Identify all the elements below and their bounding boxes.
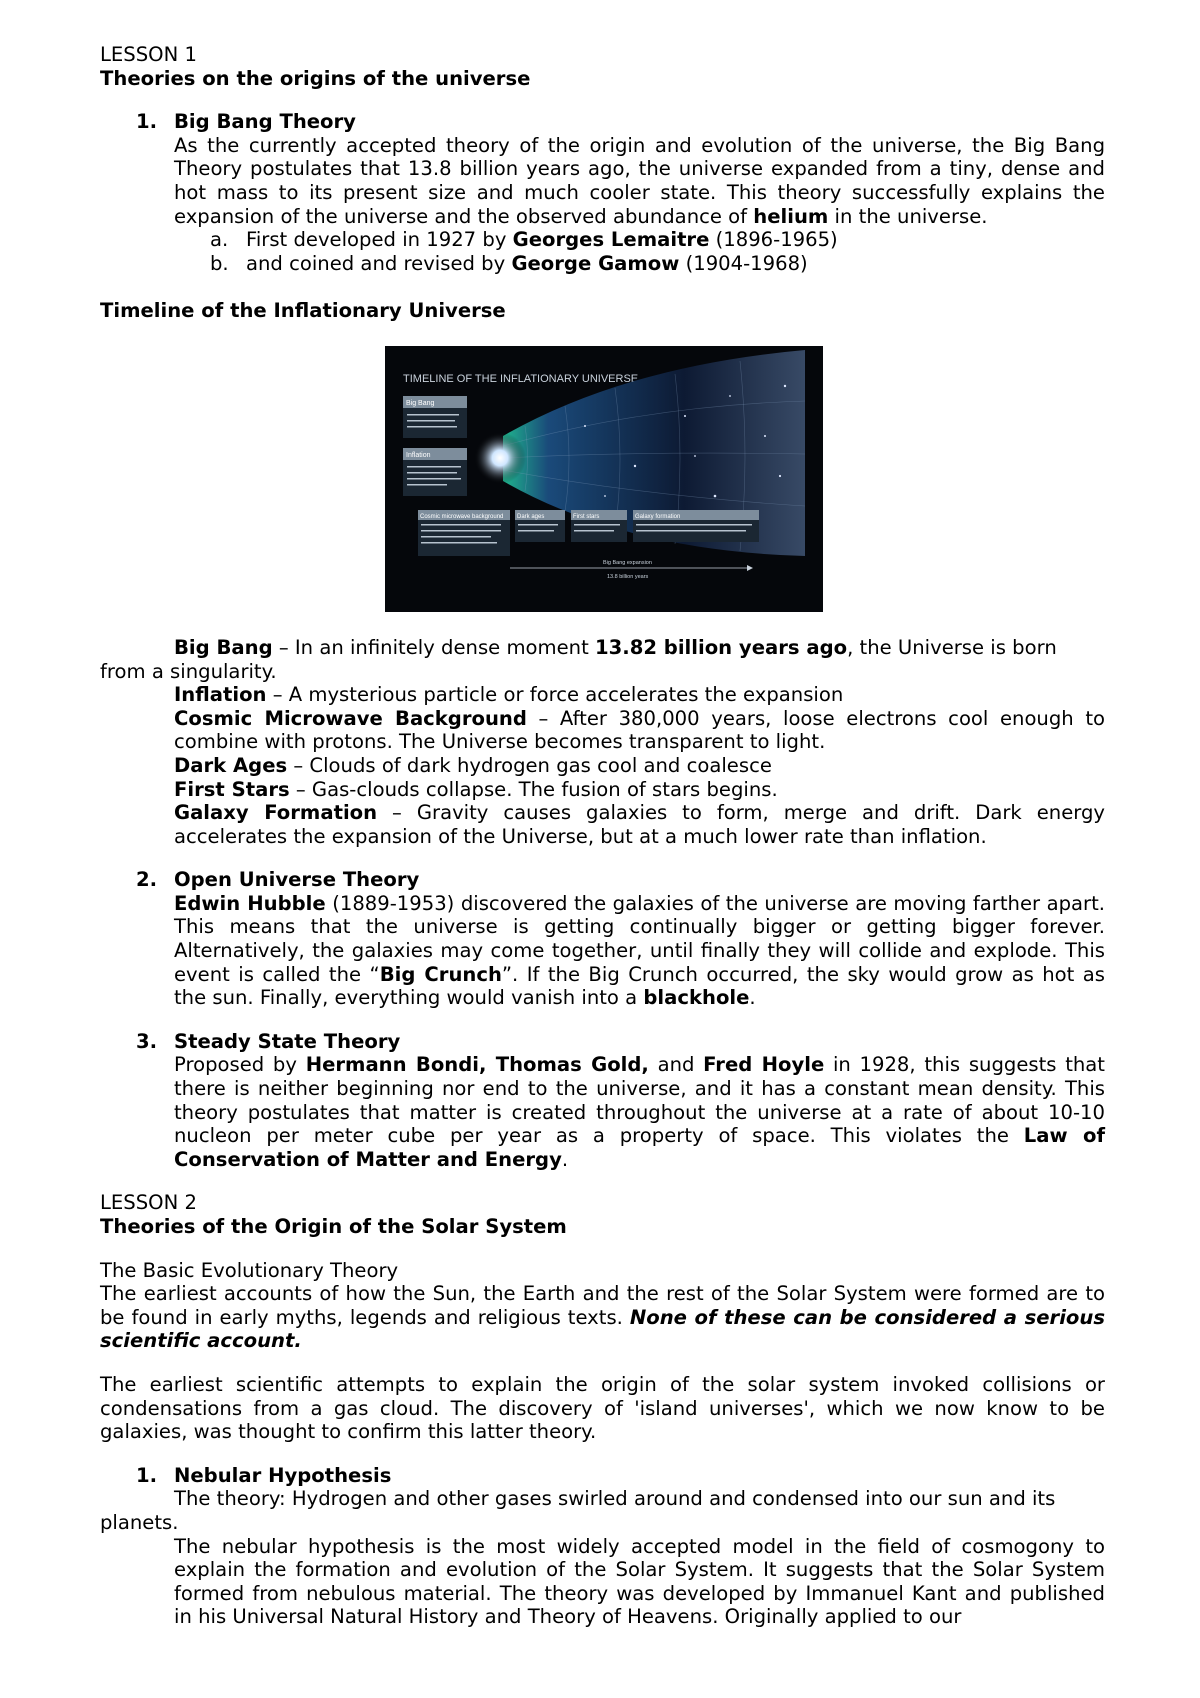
basic-evolutionary-paragraph: The earliest accounts of how the Sun, the Earth and the rest of the Solar System were formed are to be found in early myths, legends and religious texts. None of these can be considered a serious scientific account. bbox=[100, 1282, 1105, 1353]
big-bang-section bbox=[100, 110, 1105, 228]
steady-state-paragraph: Proposed by Hermann Bondi, Thomas Gold, and Fred Hoyle in 1928, this suggests that there is neither beginning nor end to the universe, and it has a constant mean density. This theory postulates that matter is created throughout the universe at a rate of about 10-10 nucleon per meter cube per year as a property of space. This violates the Law of Conservation of Matter and Energy. bbox=[174, 1053, 1105, 1171]
timeline-dark-ages: Dark Ages – Clouds of dark hydrogen gas cool and coalesce bbox=[174, 753, 772, 777]
steady-state-heading: Steady State Theory bbox=[174, 1029, 401, 1053]
figure-axis-label: Big Bang expansion bbox=[603, 559, 652, 566]
scientific-attempts-paragraph: The earliest scientific attempts to explain the origin of the solar system invoked collisions or condensations from a gas cloud. The discovery of 'island universes', which we now know to be galaxies, was thought to confirm this latter theory. bbox=[100, 1372, 1105, 1444]
figure-axis-years: 13.8 billion years bbox=[607, 573, 649, 580]
nebular-section bbox=[100, 1464, 1105, 1488]
lesson1-label: LESSON 1 bbox=[100, 43, 197, 66]
timeline-cmb: Cosmic Microwave Background – After 380,000 years, loose electrons cool enough to combine with protons. The Universe becomes transparent to light. bbox=[174, 706, 1105, 754]
basic-evolutionary-heading: The Basic Evolutionary Theory bbox=[100, 1258, 399, 1282]
open-universe-heading: Open Universe Theory bbox=[174, 868, 420, 892]
open-universe-section bbox=[100, 868, 1105, 1010]
nebular-paragraph: The nebular hypothesis is the most widely accepted model in the field of cosmogony to explain the formation and evolution of the Solar System. It suggests that the Solar System formed from nebulous material. The theory was developed by Immanuel Kant and published in his Universal Natural History and Theory of Heavens. Originally applied to our bbox=[174, 1534, 1105, 1629]
list-number: 1. bbox=[136, 110, 158, 134]
list-number: 1. bbox=[136, 1463, 158, 1487]
nebular-theory-cont: planets. bbox=[100, 1510, 179, 1534]
figure-title: TIMELINE OF THE INFLATIONARY UNIVERSE bbox=[403, 372, 639, 385]
lesson2-label: LESSON 2 bbox=[100, 1191, 197, 1215]
big-bang-flash bbox=[474, 432, 526, 484]
timeline-first-stars: First Stars – Gas-clouds collapse. The fusion of stars begins. bbox=[174, 777, 778, 801]
document-page bbox=[100, 43, 1105, 1629]
big-bang-paragraph: As the currently accepted theory of the origin and evolution of the universe, the Big Bang Theory postulates that 13.8 billion years ago, the universe expanded from a tiny, dense and hot mass to its present size and much cooler state. This theory successfully explains the expansion of the universe and the observed abundance of helium in the universe. bbox=[174, 133, 1105, 228]
timeline-descriptions bbox=[100, 636, 1105, 848]
timeline-heading: Timeline of the Inflationary Universe bbox=[100, 299, 506, 323]
nebular-heading: Nebular Hypothesis bbox=[174, 1463, 392, 1487]
timeline-figure bbox=[385, 346, 823, 612]
list-number: 3. bbox=[136, 1029, 158, 1053]
big-bang-heading: Big Bang Theory bbox=[174, 110, 356, 134]
open-universe-paragraph: Edwin Hubble (1889-1953) discovered the galaxies of the universe are moving farther apart. This means that the universe is getting continually bigger or getting bigger forever. Alternatively, the galaxies may come together, until finally they will collide and explode. This event is called the “Big Crunch”. If the Big Crunch occurred, the sky would grow as hot as the sun. Finally, everything would vanish into a blackhole. bbox=[174, 891, 1106, 1010]
lesson2-title: Theories of the Origin of the Solar System bbox=[100, 1215, 567, 1238]
nebular-theory-line: The theory: Hydrogen and other gases swirled around and condensed into our sun and its bbox=[174, 1487, 1056, 1511]
timeline-inflation: Inflation – A mysterious particle or force accelerates the expansion bbox=[174, 683, 844, 707]
timeline-big-bang: Big Bang – In an infinitely dense moment 13.82 billion years ago, the Universe is born bbox=[174, 635, 1057, 659]
figure-box-cmb: Cosmic microwave background bbox=[420, 513, 504, 520]
figure-box-big-bang: Big Bang bbox=[406, 399, 435, 407]
timeline-big-bang-cont: from a singularity. bbox=[100, 659, 277, 683]
figure-box-galaxy: Galaxy formation bbox=[635, 513, 681, 520]
figure-box-first-stars: First stars bbox=[573, 513, 600, 520]
list-number: 2. bbox=[136, 868, 158, 892]
big-bang-sub-b: b. and coined and revised by George Gamow (1904-1968) bbox=[210, 251, 808, 275]
big-bang-sub-a: a. First developed in 1927 by Georges Lemaitre (1896-1965) bbox=[210, 228, 838, 252]
lesson1-title: Theories on the origins of the universe bbox=[100, 66, 531, 90]
figure-box-dark-ages: Dark ages bbox=[517, 513, 545, 520]
steady-state-section bbox=[100, 1030, 1105, 1172]
figure-box-inflation: Inflation bbox=[406, 451, 431, 459]
timeline-galaxy-formation: Galaxy Formation – Gravity causes galaxies to form, merge and drift. Dark energy accelerates the expansion of the Universe, but at a much lower rate than inflation. bbox=[174, 801, 1105, 848]
